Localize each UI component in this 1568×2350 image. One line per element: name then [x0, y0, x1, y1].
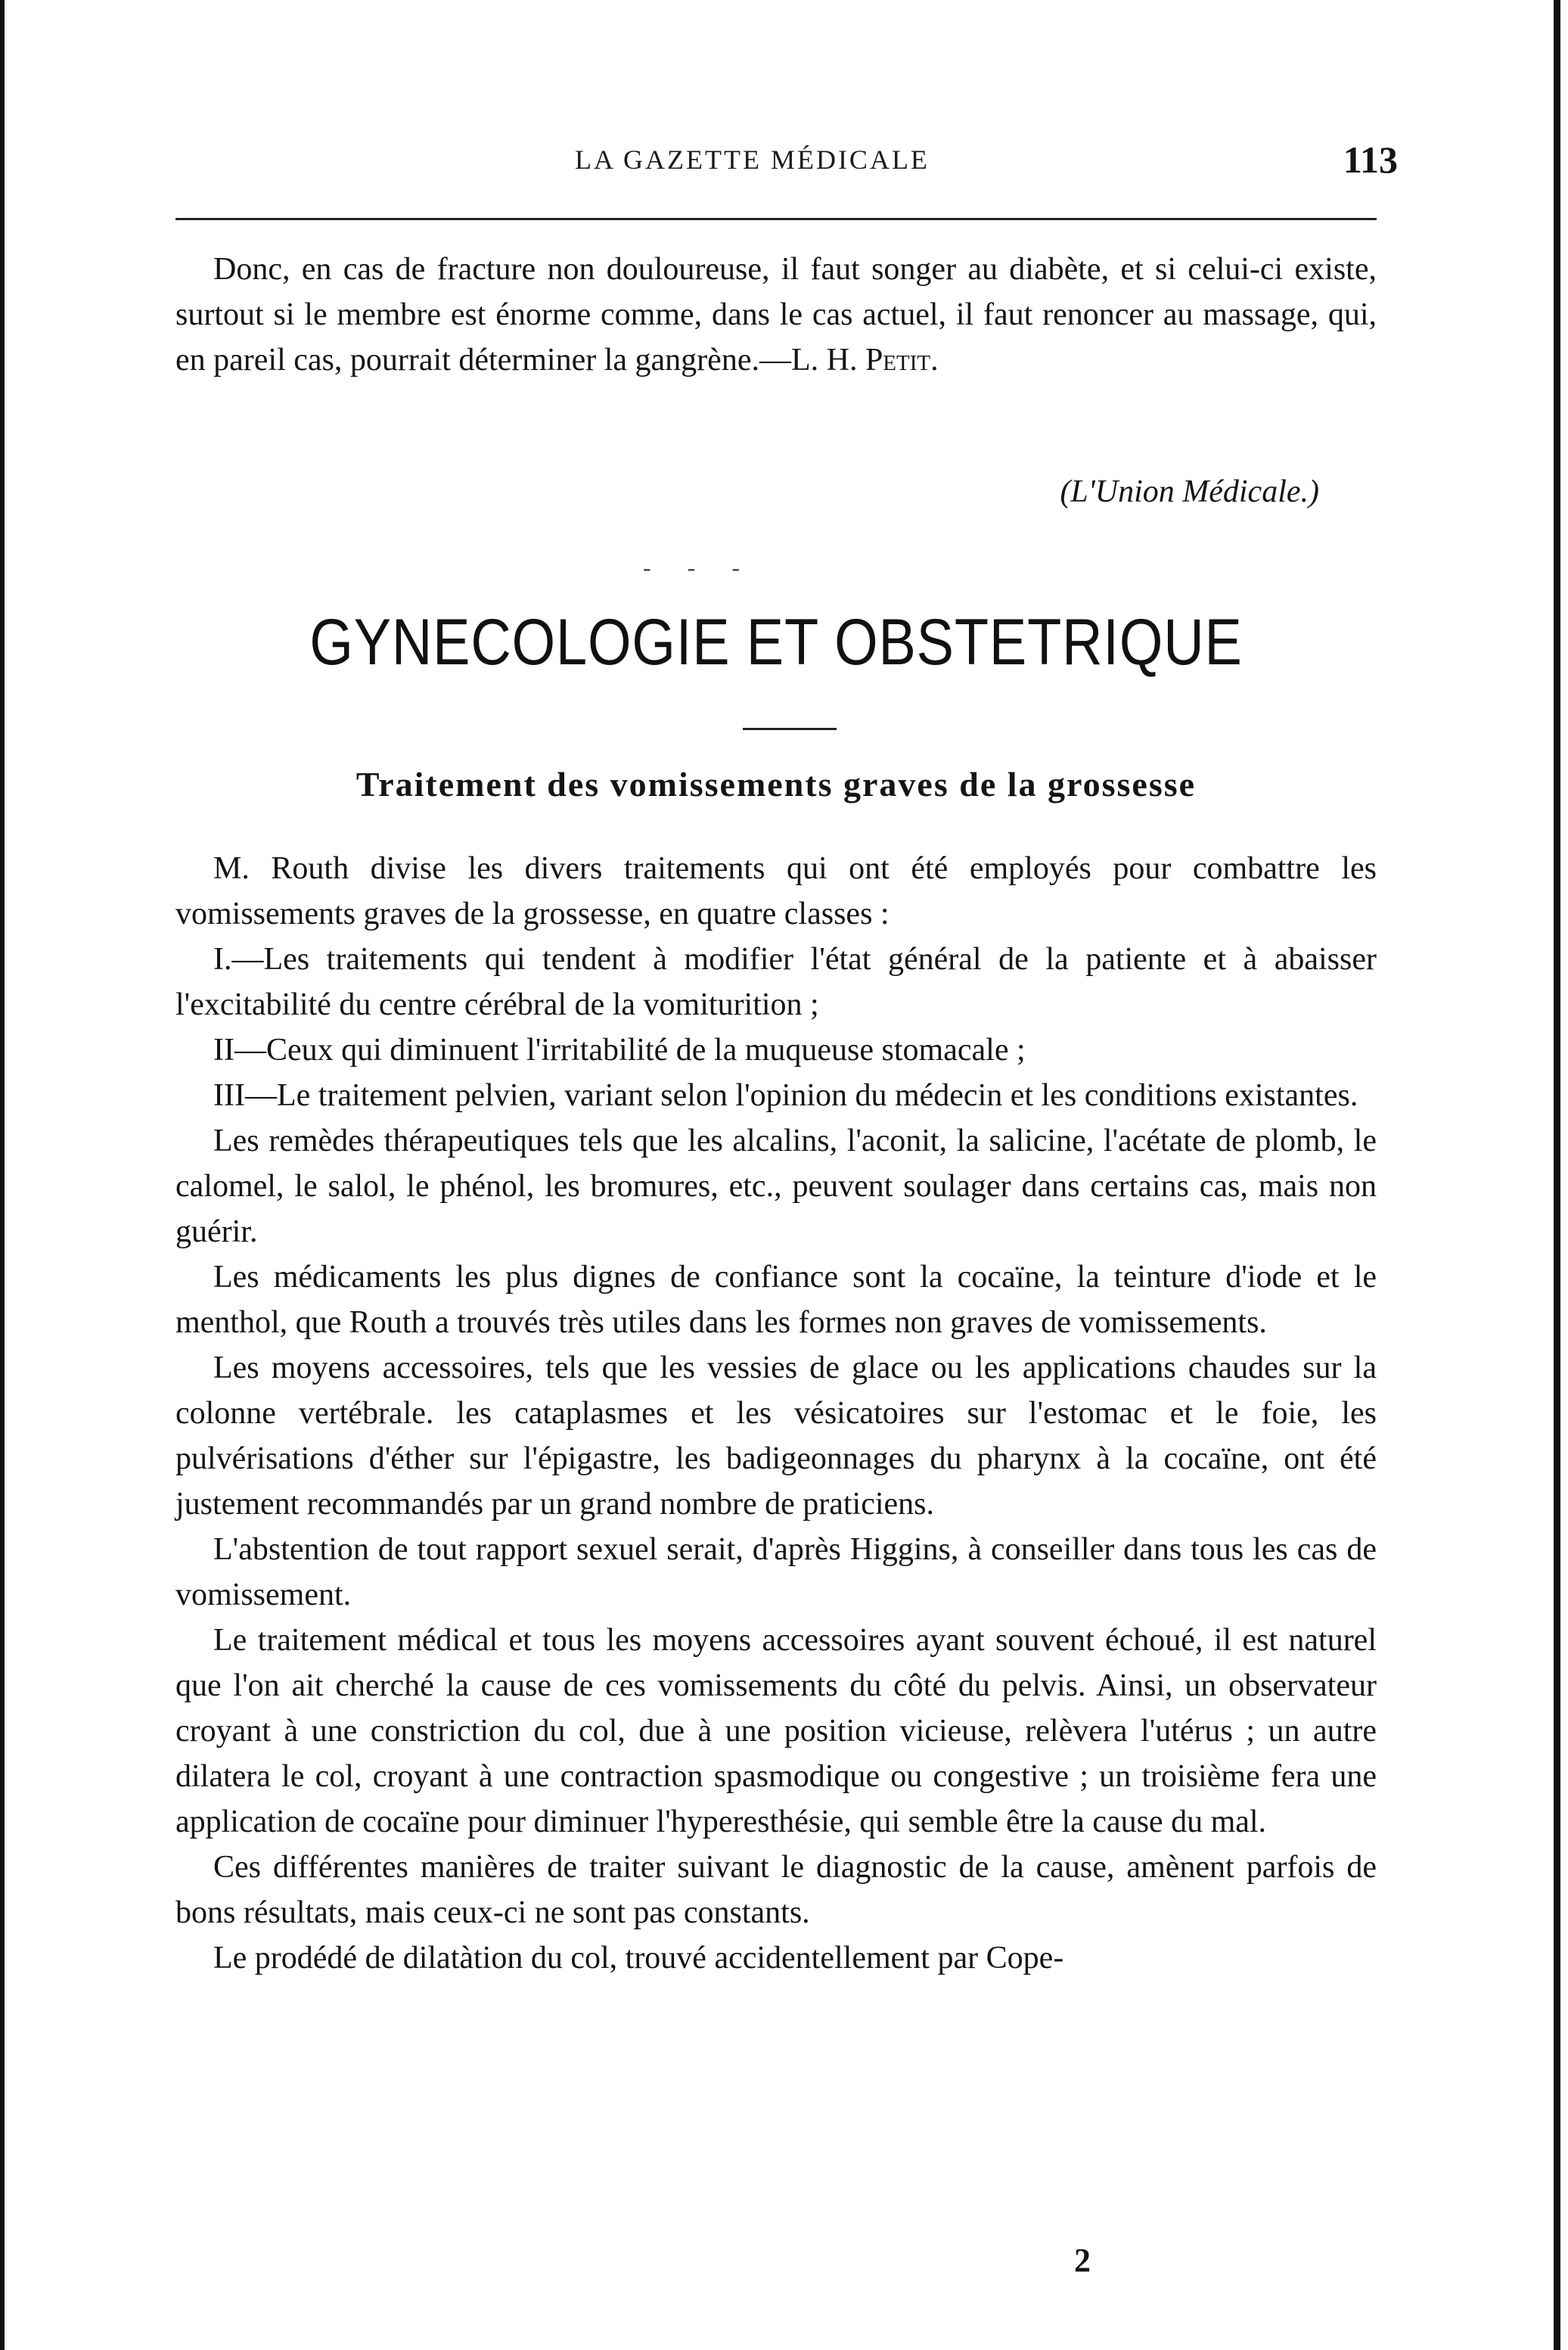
article-paragraph: Le prodédé de dilatàtion du col, trouvé accidentellement par Cope- — [213, 1941, 1064, 1975]
article-paragraph: Le traitement médical et tous les moyens accessoires ayant souvent échoué, il est naturel que l'on ait cherché la cause de ces vomissements du côté du pelvis. Ainsi, un observateur croyant à une constriction du col, due à une position vicieuse, relèvera l'utérus ; un autre dilatera le col, croyant à une contraction spasmodique ou congestive ; un troisième fera une application de cocaïne pour diminuer l'hyperesthésie, qui semble être la cause du mal. — [175, 1623, 1377, 1839]
page-edge-left — [0, 0, 5, 2350]
section-rule — [743, 728, 837, 730]
article-body — [175, 846, 1377, 1981]
article-paragraph: I.—Les traitements qui tendent à modifier l'état général de la patiente et à abaisser l'excitabilité du centre cérébral de la vomiturition ; — [175, 942, 1377, 1022]
source-citation: (L'Union Médicale.) — [1060, 474, 1319, 509]
article-title: Traitement des vomissements graves de la grossesse — [356, 765, 1197, 804]
running-title: LA GAZETTE MÉDICALE — [575, 145, 930, 175]
article-paragraph: II—Ceux qui diminuent l'irritabilité de la muqueuse stomacale ; — [213, 1033, 1026, 1068]
article-paragraph: Les médicaments les plus dignes de confiance sont la cocaïne, la teinture d'iode et le menthol, que Routh a trouvés très utiles dans les formes non graves de vomissements. — [175, 1260, 1377, 1340]
article-paragraph: M. Routh divise les divers traitements qui ont été employés pour combattre les vomissements graves de la grossesse, en quatre classes : — [175, 851, 1377, 931]
page-edge-right — [1554, 0, 1560, 2350]
article-paragraph: Ces différentes manières de traiter suivant le diagnostic de la cause, amènent parfois de bons résultats, mais ceux-ci ne sont pas constants. — [175, 1850, 1377, 1930]
header-rule — [175, 218, 1377, 220]
author-name: Petit. — [865, 343, 939, 378]
article-paragraph: L'abstention de tout rapport sexuel serait, d'après Higgins, à conseiller dans tous les cas de vomissement. — [175, 1532, 1377, 1612]
section-title: GYNECOLOGIE ET OBSTETRIQUE — [309, 606, 1243, 679]
previous-article-paragraph — [175, 247, 1377, 383]
page-header — [174, 138, 1399, 186]
previous-article-text: Donc, en cas de fracture non douloureuse, il faut songer au diabète, et si celui-ci existe, surtout si le membre est énorme comme, dans le cas actuel, il faut renoncer au massage, qui, en pareil cas, pourrait déterminer la gangrène.—L. H. — [175, 252, 1377, 378]
separator: - - - — [643, 554, 755, 581]
signature-mark: 2 — [1074, 2242, 1091, 2279]
article-paragraph: III—Le traitement pelvien, variant selon l'opinion du médecin et les conditions existantes. — [213, 1078, 1358, 1113]
article-paragraph: Les remèdes thérapeutiques tels que les alcalins, l'aconit, la salicine, l'acétate de plomb, le calomel, le salol, le phénol, les bromures, etc., peuvent soulager dans certains cas, mais non guérir. — [175, 1124, 1377, 1249]
article-paragraph: Les moyens accessoires, tels que les vessies de glace ou les applications chaudes sur la colonne vertébrale. les cataplasmes et les vésicatoires sur l'estomac et le foie, les pulvérisations d'éther sur l'épigastre, les badigeonnages du pharynx à la cocaïne, ont été justement recommandés par un grand nombre de praticiens. — [175, 1351, 1377, 1522]
page-number: 113 — [1343, 138, 1398, 181]
previous-article — [175, 247, 1377, 383]
